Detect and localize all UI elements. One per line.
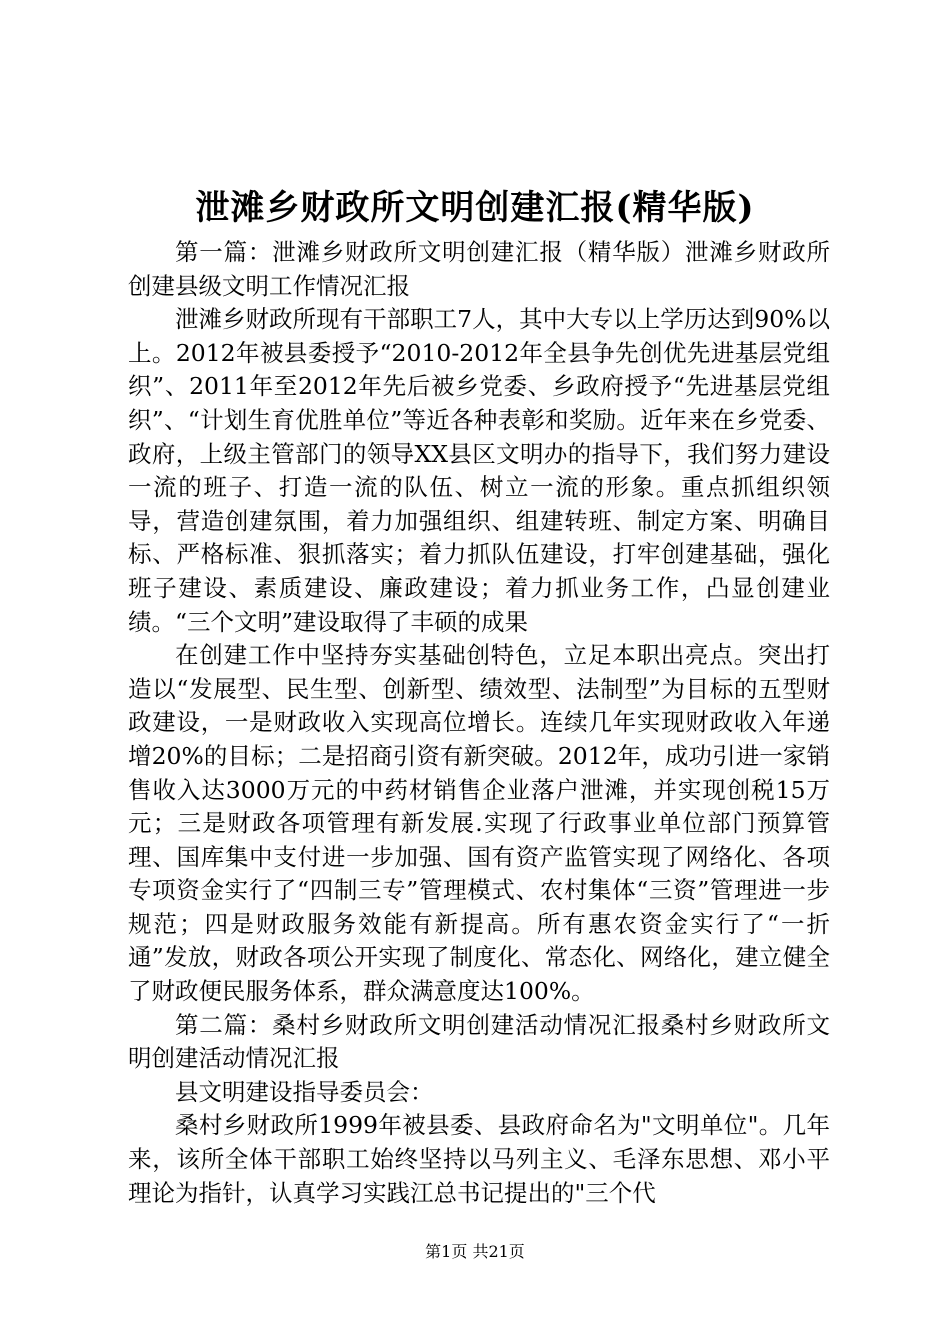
paragraph: 第一篇：泄滩乡财政所文明创建汇报（精华版）泄滩乡财政所创建县级文明工作情况汇报 (128, 238, 830, 300)
paragraph: 县文明建设指导委员会： (175, 1077, 434, 1106)
document-title: 泄滩乡财政所文明创建汇报(精华版) (195, 188, 755, 228)
paragraph: 在创建工作中坚持夯实基础创特色，立足本职出亮点。突出打造以“发展型、民生型、创新型、绩效型、法制型”为目标的五型财政建设，一是财政收入实现高位增长。连续几年实现财政收入年递增20%的目标；二是招商引资有新突破。2012年，成功引进一家销售收入达3000万元的中药材销售企业落户泄滩，并实现创税15万元；三是财政各项管理有新发展.实现了行政事业单位部门预算管理、国库集中支付进一步加强、国有资产监管实现了网络化、各项专项资金实行了“四制三专”管理模式、农村集体“三资”管理进一步规范；四是财政服务效能有新提高。所有惠农资金实行了“一折通”发放，财政各项公开实现了制度化、常态化、网络化，建立健全了财政便民服务体系，群众满意度达100%。 (128, 641, 830, 1006)
document-body (128, 236, 830, 1210)
paragraph: 泄滩乡财政所现有干部职工7人，其中大专以上学历达到90%以上。2012年被县委授予“2010-2012年全县争先创优先进基层党组织”、2011年至2012年先后被乡党委、乡政府授予“先进基层党组织”、“计划生育优胜单位”等近各种表彰和奖励。近年来在乡党委、政府，上级主管部门的领导XX县区文明办的指导下，我们努力建设一流的班子、打造一流的队伍、树立一流的形象。重点抓组织领导，营造创建氛围，着力加强组织、组建转班、制定方案、明确目标、严格标准、狠抓落实；着力抓队伍建设，打牢创建基础，强化班子建设、素质建设、廉政建设；着力抓业务工作，凸显创建业绩。“三个文明”建设取得了丰硕的成果 (128, 305, 830, 636)
paragraph: 桑村乡财政所1999年被县委、县政府命名为"文明单位"。几年来，该所全体干部职工始终坚持以马列主义、毛泽东思想、邓小平理论为指针，认真学习实践江总书记提出的"三个代 (128, 1111, 830, 1207)
page-footer: 第1页 共21页 (425, 1242, 525, 1261)
paragraph: 第二篇：桑村乡财政所文明创建活动情况汇报桑村乡财政所文明创建活动情况汇报 (128, 1010, 830, 1073)
